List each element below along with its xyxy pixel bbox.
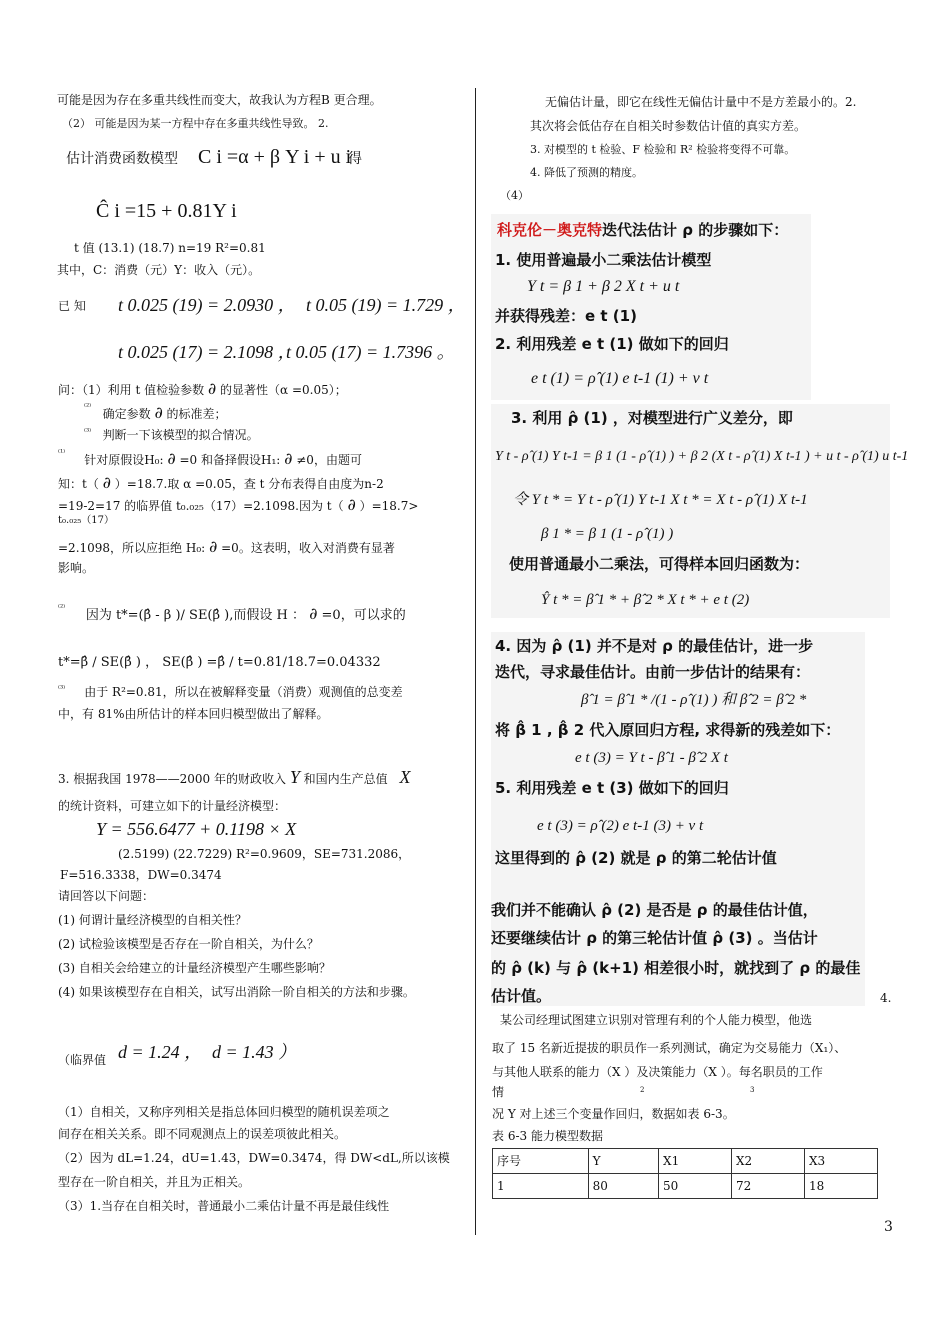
table-header-row [493,1149,878,1174]
question-line: (1) 何谓计量经济模型的自相关性？ [58,913,247,927]
paragraph-line: （4） [500,189,529,202]
beta-glyph: ∂ [167,449,176,468]
paragraph-line: 其中，C：消费（元）Y：收入（元）。 [57,263,261,277]
answer-line: $^{^{(1)}}$ 针对原假设H₀: ∂ =0 和备择假设H₁: ∂ ≠0，由题可 [58,448,362,468]
table-header-cell: X2 [732,1149,805,1174]
answer-line: 影响。 [58,561,95,575]
ability-model-table [492,1148,878,1199]
paragraph-line: 与其他人联系的能力（X ）及决策能力（X ）。每名职员的工作 [492,1065,823,1079]
answer-line: 中，有 81%由所估计的样本回归模型做出了解释。 [58,707,329,721]
question-line: $^{^{(3)}}$ 判断一下该模型的拟合情况。 [84,427,259,442]
beta-glyph: ∂ [154,403,163,422]
step-4-residual: e t (3) = Y t - β̂ 1 - β̂ 2 X t [575,750,728,766]
step-6c: 的 ρ̂ (k) 与 ρ̂ (k+1) 相差很小时，就找到了 ρ 的最佳 [491,959,861,977]
step-4-equation: β̂ 1 = β̂ 1 * /(1 - ρ̂ (1) ) 和 β̂ 2 = β̂ 2 * [581,692,807,708]
steps-title: 科克伦－奥克特迭代法估计 ρ 的步骤如下： [497,221,789,239]
stats-line: (2.5199) (22.7229) R²=0.9609，SE=731.2086， [118,847,411,861]
cochrane-orcutt-steps-image-3 [491,632,865,1006]
paragraph-line: 的统计资料，可建立如下的计量经济模型： [58,799,287,813]
step-3-equation: Y t - ρ̂ (1) Y t-1 = β 1 (1 - ρ̂ (1) ) + β 2 (X t - ρ̂ (1) X t-1 ) + u t - ρ̂ (1) u t-1 [495,449,909,464]
answer-line: $^{^{(3)}}$ 由于 R²=0.81，所以在被解释变量（消费）观测值的总变差 [58,684,403,699]
critical-dl: d = 1.24 ， [118,1042,203,1062]
paragraph-line: 得 [348,151,362,167]
answer-line: t₀.₀₂₅（17） [58,515,114,526]
answer-line: =19-2=17 的临界值 t₀.₀₂₅（17）=2.1098.因为 t（ ∂ ）=18.7> [58,495,419,514]
cochrane-orcutt-steps-image-1 [491,214,811,400]
step-6b: 还要继续估计 ρ 的第三轮估计值 ρ̂ (3) 。当估计 [491,929,818,947]
step-5-equation: e t (3) = ρ̂ (2) e t-1 (3) + v t [537,818,704,834]
critical-value: t 0.025 (19) = 2.0930 ， [118,295,296,315]
question-line: (4) 如果该模型存在自相关，试写出消除一阶自相关的方法和步骤。 [58,985,415,999]
paragraph-line: 3. 对模型的 t 检验、F 检验和 R² 检验将变得不可靠。 [530,143,796,156]
paragraph-line: 已 知 [58,299,86,313]
consumption-model-equation: C i =α + β Y i + u i [198,146,352,168]
paragraph-line: 其次将会低估存在自相关时参数估计值的真实方差。 [530,119,807,133]
step-3: 3. 利用 ρ̂ (1) ，对模型进行广义差分，即 [511,409,793,427]
paragraph-line: 况 Y 对上述三个变量作回归，数据如表 6-3。 [492,1107,735,1121]
step-6d: 估计值。 [491,987,552,1005]
table-row [493,1174,878,1199]
answer-line: =2.1098，所以应拒绝 H₀: ∂ =0。这表明，收入对消费有显著 [58,537,395,556]
table-cell: 80 [588,1174,658,1199]
critical-value: t 0.025 (17) = 2.1098 ， [118,342,296,362]
beta-glyph: ∂ [284,449,293,468]
answer-line: 间存在相关关系。即不同观测点上的误差项彼此相关。 [58,1127,347,1141]
paragraph-line: 可能是因为存在多重共线性而变大，故我认为方程B 更合理。 [57,93,382,107]
table-cell: 72 [732,1174,805,1199]
problem-number: 4. [880,991,892,1005]
step-4b: 迭代，寻求最佳估计。由前一步估计的结果有： [495,663,811,681]
critical-value: t 0.05 (17) = 1.7396 。 [286,342,455,362]
paragraph-line: 估计消费函数模型 [66,151,178,167]
step-1: 1. 使用普遍最小二乘法估计模型 [495,251,712,269]
paragraph-line: 无偏估计量，即它在线性无偏估计量中不是方差最小的。2. [545,95,857,109]
beta-glyph: ∂ [207,379,217,398]
paragraph-line: 某公司经理试图建立识别对管理有利的个人能力模型，他选 [500,1013,813,1027]
table-caption: 表 6-3 能力模型数据 [492,1129,603,1143]
step-3-beta: β 1 * = β 1 (1 - ρ̂ (1) ) [541,526,674,542]
beta-glyph: ∂ [347,495,356,514]
subscript: 3 [750,1086,755,1094]
step-6a: 我们并不能确认 ρ̂ (2) 是否是 ρ 的最佳估计值， [491,901,818,919]
table-cell: 1 [493,1174,589,1199]
table-cell: 18 [805,1174,878,1199]
paragraph-line: 情 [492,1085,505,1099]
step-3c: 使用普通最小二乘法，可得样本回归函数为： [509,555,810,573]
step-4c: 将 β̂ 1 , β̂ 2 代入原回归方程, 求得新的残差如下： [495,721,841,739]
problem-3-line: 3. 根据我国 1978——2000 年的财政收入 Y 和国内生产总值 X [58,767,411,787]
question-line: $^{^{(2)}}$ 确定参数 ∂ 的标准差； [84,402,227,422]
question-line: 问：（1）利用 t 值检验参数 ∂ 的显著性（α =0.05）； [58,379,347,398]
page-number: 3 [884,1219,893,1235]
t-values-line: t 值 (13.1) (18.7) n=19 R²=0.81 [74,241,266,255]
subscript: 2 [640,1086,645,1094]
table-header-cell: 序号 [493,1149,589,1174]
beta-glyph: ∂ [209,537,218,556]
step-3-substitution: 令 Y t * = Y t - ρ̂ (1) Y t-1 X t * = X t - ρ̂ (1) X t-1 [513,492,808,508]
paragraph-line: 请回答以下问题： [58,889,155,903]
step-4a: 4. 因为 ρ̂ (1) 并不是对 ρ 的最佳估计，进一步 [495,637,814,655]
column-divider [475,88,476,1235]
step-2: 2. 利用残差 e t (1) 做如下的回归 [495,335,729,353]
fiscal-model-equation: Y = 556.6477 + 0.1198 × X [96,819,297,839]
answer-line: 型存在一阶自相关，并且为正相关。 [58,1175,251,1189]
question-line: (2) 试检验该模型是否存在一阶自相关，为什么？ [58,937,319,951]
answer-line: 知：t（ ∂ ）=18.7.取 α =0.05，查 t 分布表得自由度为n-2 [58,473,384,492]
beta-glyph: ∂ [309,604,318,623]
answer-line: t*=β̂ / SE(β̂ ) ， SE(β̂ ) =β̂ / t=0.81/18.7=0.04332 [58,655,381,670]
beta-glyph: ∂ [102,473,111,492]
answer-line: $^{^{(2)}}$ 因为 t*=(β̂ - β )/ SE(β̂ ),而假设 H ： ∂ =0，可以求的 [58,603,406,623]
table-header-cell: X1 [659,1149,732,1174]
table-cell: 50 [659,1174,732,1199]
step-5b: 这里得到的 ρ̂ (2) 就是 ρ 的第二轮估计值 [495,849,777,867]
step-5: 5. 利用残差 e t (3) 做如下的回归 [495,779,729,797]
stats-line: F=516.3338，DW=0.3474 [60,868,222,882]
paragraph-line: （2） 可能是因为某一方程中存在多重共线性导致。 2. [62,117,329,130]
paragraph-line: 4. 降低了预测的精度。 [530,166,643,179]
paragraph-line: 取了 15 名新近提拔的职员作一系列测试，确定为交易能力（X₁）、 [492,1041,847,1055]
step-3-sample-function: Ŷ t * = β̂ 1 * + β̂ 2 * X t * + e t (2) [541,592,750,608]
answer-line: （1）自相关，又称序列相关是指总体回归模型的随机误差项之 [58,1105,390,1119]
answer-line: （3）1.当存在自相关时，普通最小二乘估计量不再是最佳线性 [58,1199,390,1213]
critical-label: （临界值 [58,1053,107,1067]
cochrane-orcutt-steps-image-2 [491,404,909,618]
critical-du: d = 1.43 ） [212,1042,297,1062]
table-header-cell: X3 [805,1149,878,1174]
step-1b: 并获得残差：e t (1) [495,307,637,325]
step-1-equation: Y t = β 1 + β 2 X t + u t [527,278,680,295]
answer-line: （2）因为 dL=1.24，dU=1.43，DW=0.3474，得 DW<dL,所以该模 [58,1151,450,1165]
step-2-equation: e t (1) = ρ̂ (1) e t-1 (1) + v t [531,370,709,387]
table-header-cell: Y [588,1149,658,1174]
estimated-equation: Ĉ i =15 + 0.81Y i [96,200,237,222]
question-line: (3) 自相关会给建立的计量经济模型产生哪些影响？ [58,961,331,975]
critical-value: t 0.05 (19) = 1.729 ， [306,295,466,315]
